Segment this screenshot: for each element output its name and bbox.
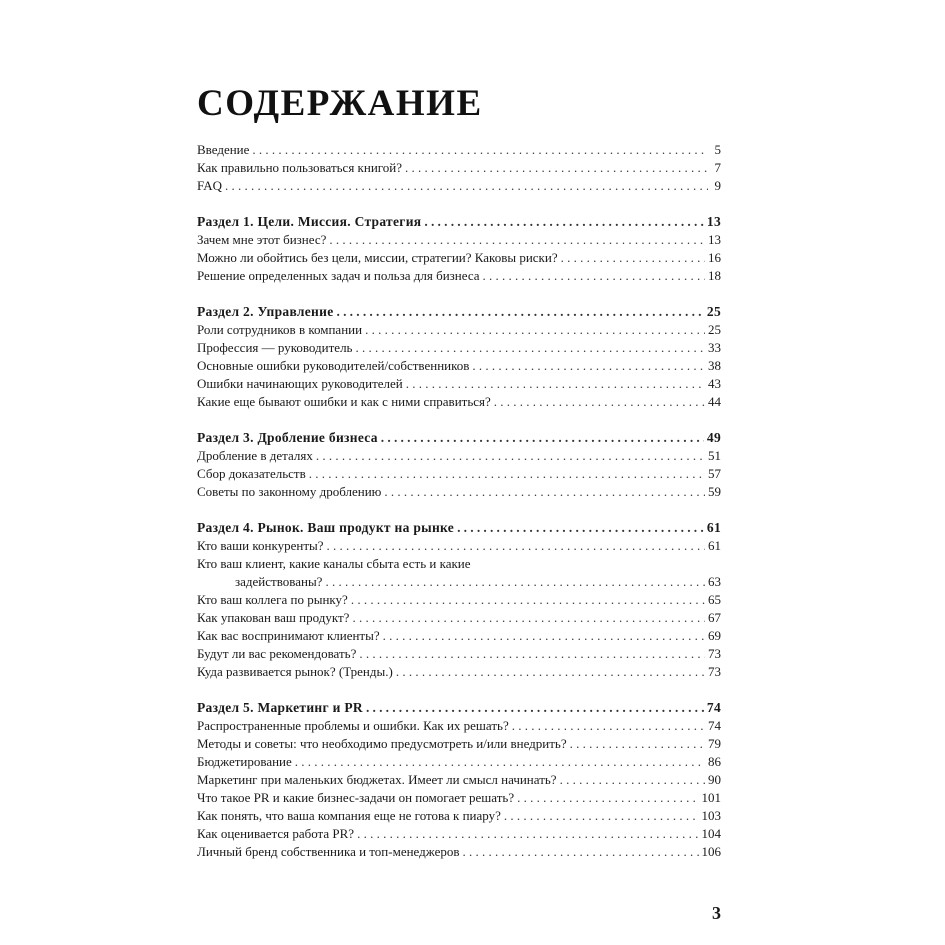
toc-entry-page: 65: [708, 592, 721, 607]
dot-leader: [517, 789, 698, 807]
dot-leader: [381, 429, 704, 447]
page-title: СОДЕРЖАНИЕ: [197, 83, 483, 124]
toc-section-heading[interactable]: [197, 699, 721, 717]
toc-entry-page: 33: [708, 340, 721, 355]
toc-entry[interactable]: [197, 321, 721, 339]
toc-entry[interactable]: [197, 141, 721, 159]
toc-entry-title: Раздел 1. Цели. Миссия. Стратегия: [197, 214, 422, 229]
toc-section-group: [197, 699, 721, 861]
toc-entry-title: Кто ваши конкуренты?: [197, 538, 324, 553]
toc-entry-title: Можно ли обойтись без цели, миссии, стратегии? Каковы риски?: [197, 250, 558, 265]
toc-entry-title: Дробление в деталях: [197, 448, 313, 463]
toc-entry[interactable]: [197, 843, 721, 861]
toc-section-heading[interactable]: [197, 429, 721, 447]
toc-entry-page: 59: [708, 484, 721, 499]
toc-entry[interactable]: [197, 447, 721, 465]
toc-entry-page: 79: [708, 736, 721, 751]
toc-entry-page: 90: [708, 772, 721, 787]
dot-leader: [424, 213, 704, 231]
toc-entry-title: Как правильно пользоваться книгой?: [197, 160, 403, 175]
toc-entry[interactable]: [197, 483, 721, 501]
toc-entry-title: Как упакован ваш продукт?: [197, 610, 350, 625]
toc-entry[interactable]: [197, 789, 721, 807]
toc-entry-title: Зачем мне этот бизнес?: [197, 232, 327, 247]
dot-leader: [472, 357, 705, 375]
toc-section-heading[interactable]: [197, 519, 721, 537]
toc-entry-title: Основные ошибки руководителей/собственников: [197, 358, 470, 373]
toc-entry[interactable]: [197, 249, 721, 267]
toc-entry-page: 73: [708, 646, 721, 661]
toc-section-group: [197, 429, 721, 501]
toc-entry-title: Куда развивается рынок? (Тренды.): [197, 664, 393, 679]
toc-entry[interactable]: [197, 177, 721, 195]
toc-entry-title: Введение: [197, 142, 250, 157]
toc-entry-page: 13: [708, 232, 721, 247]
toc-entry[interactable]: [197, 717, 721, 735]
toc-entry-title: Как оценивается работа PR?: [197, 826, 355, 841]
dot-leader: [252, 141, 708, 159]
toc-entry[interactable]: [197, 609, 721, 627]
dot-leader: [327, 537, 705, 555]
toc-entry-title: Сбор доказательств: [197, 466, 306, 481]
toc-section-heading[interactable]: [197, 303, 721, 321]
toc-entry-page: 61: [708, 538, 721, 553]
toc-entry-page: 101: [701, 790, 721, 805]
dot-leader: [365, 321, 705, 339]
dot-leader: [295, 753, 705, 771]
dot-leader: [352, 609, 705, 627]
toc-entry-title: Распространенные проблемы и ошибки. Как их решать?: [197, 718, 509, 733]
toc-entry-title: Кто ваш коллега по рынку?: [197, 592, 348, 607]
dot-leader: [225, 177, 708, 195]
dot-leader: [560, 771, 705, 789]
toc-entry-page: 9: [714, 178, 721, 193]
toc-entry[interactable]: [197, 645, 721, 663]
toc-entry-title: Методы и советы: что необходимо предусмотреть и/или внедрить?: [197, 736, 567, 751]
toc-entry-page: 74: [708, 718, 721, 733]
dot-leader: [504, 807, 699, 825]
toc-entry-title: Кто ваш клиент, какие каналы сбыта есть и какие: [197, 556, 471, 571]
dot-leader: [325, 573, 705, 591]
toc-entry-title: FAQ: [197, 178, 223, 193]
toc-entry-page: 104: [701, 826, 721, 841]
table-of-contents: [197, 141, 721, 879]
dot-leader: [457, 519, 704, 537]
toc-entry-title: Что такое PR и какие бизнес-задачи он помогает решать?: [197, 790, 515, 805]
toc-entry[interactable]: [197, 159, 721, 177]
toc-entry-title: Раздел 4. Рынок. Ваш продукт на рынке: [197, 520, 455, 535]
toc-entry-title: Маркетинг при маленьких бюджетах. Имеет ли смысл начинать?: [197, 772, 557, 787]
toc-entry-title: Советы по законному дроблению: [197, 484, 382, 499]
toc-entry[interactable]: [197, 339, 721, 357]
toc-entry[interactable]: [197, 537, 721, 555]
dot-leader: [355, 339, 705, 357]
toc-entry-title: Бюджетирование: [197, 754, 292, 769]
dot-leader: [309, 465, 705, 483]
dot-leader: [494, 393, 705, 411]
toc-section-group: [197, 519, 721, 681]
toc-section-group: [197, 213, 721, 285]
toc-entry-page: 61: [706, 520, 721, 535]
dot-leader: [357, 825, 698, 843]
toc-entry-page: 57: [708, 466, 721, 481]
toc-entry-page: 73: [708, 664, 721, 679]
toc-entry-page: 86: [708, 754, 721, 769]
toc-entry[interactable]: [197, 573, 721, 591]
toc-intro-group: [197, 141, 721, 195]
dot-leader: [384, 483, 705, 501]
dot-leader: [366, 699, 704, 717]
toc-entry[interactable]: [197, 267, 721, 285]
toc-entry-title: Раздел 2. Управление: [197, 304, 334, 319]
toc-entry[interactable]: [197, 231, 721, 249]
toc-entry[interactable]: [197, 555, 721, 573]
dot-leader: [359, 645, 705, 663]
toc-entry-page: 67: [708, 610, 721, 625]
page-number: 3: [712, 903, 721, 923]
toc-entry[interactable]: [197, 663, 721, 681]
toc-entry[interactable]: [197, 591, 721, 609]
dot-leader: [561, 249, 705, 267]
dot-leader: [570, 735, 705, 753]
dot-leader: [512, 717, 705, 735]
dot-leader: [351, 591, 705, 609]
toc-entry-page: 49: [706, 430, 721, 445]
toc-section-group: [197, 303, 721, 411]
toc-entry[interactable]: [197, 627, 721, 645]
toc-entry[interactable]: [197, 807, 721, 825]
toc-entry-title: задействованы?: [235, 574, 323, 589]
toc-entry-page: 43: [708, 376, 721, 391]
toc-entry-page: 25: [708, 322, 721, 337]
toc-entry-title: Ошибки начинающих руководителей: [197, 376, 403, 391]
dot-leader: [329, 231, 705, 249]
toc-entry-page: 5: [714, 142, 721, 157]
toc-entry-page: 13: [706, 214, 721, 229]
dot-leader: [396, 663, 705, 681]
toc-entry-page: 103: [701, 808, 721, 823]
toc-entry-page: 69: [708, 628, 721, 643]
toc-entry[interactable]: [197, 735, 721, 753]
toc-entry-title: Будут ли вас рекомендовать?: [197, 646, 357, 661]
toc-entry[interactable]: [197, 465, 721, 483]
toc-entry-page: 18: [708, 268, 721, 283]
toc-entry-page: 63: [708, 574, 721, 589]
toc-entry-page: 51: [708, 448, 721, 463]
toc-entry-page: 74: [706, 700, 721, 715]
toc-entry[interactable]: [197, 825, 721, 843]
toc-entry-page: 16: [708, 250, 721, 265]
toc-entry-page: 38: [708, 358, 721, 373]
dot-leader: [337, 303, 704, 321]
dot-leader: [316, 447, 705, 465]
dot-leader: [406, 375, 705, 393]
dot-leader: [462, 843, 698, 861]
dot-leader: [383, 627, 705, 645]
toc-entry-page: 25: [706, 304, 721, 319]
toc-entry[interactable]: [197, 375, 721, 393]
toc-entry-page: 7: [714, 160, 721, 175]
dot-leader: [405, 159, 708, 177]
toc-entry-page: 44: [708, 394, 721, 409]
toc-entry-page: 106: [701, 844, 721, 859]
toc-section-heading[interactable]: [197, 213, 721, 231]
toc-entry-title: Роли сотрудников в компании: [197, 322, 363, 337]
toc-entry[interactable]: [197, 771, 721, 789]
toc-entry-title: Профессия — руководитель: [197, 340, 353, 355]
toc-entry-title: Решение определенных задач и польза для бизнеса: [197, 268, 480, 283]
toc-entry-title: Раздел 5. Маркетинг и PR: [197, 700, 363, 715]
dot-leader: [483, 267, 705, 285]
toc-entry-title: Как понять, что ваша компания еще не готова к пиару?: [197, 808, 501, 823]
toc-entry[interactable]: [197, 393, 721, 411]
toc-entry[interactable]: [197, 753, 721, 771]
toc-entry-title: Раздел 3. Дробление бизнеса: [197, 430, 378, 445]
toc-entry-title: Личный бренд собственника и топ-менеджеров: [197, 844, 460, 859]
toc-entry[interactable]: [197, 357, 721, 375]
toc-entry-title: Как вас воспринимают клиенты?: [197, 628, 380, 643]
toc-entry-title: Какие еще бывают ошибки и как с ними справиться?: [197, 394, 491, 409]
